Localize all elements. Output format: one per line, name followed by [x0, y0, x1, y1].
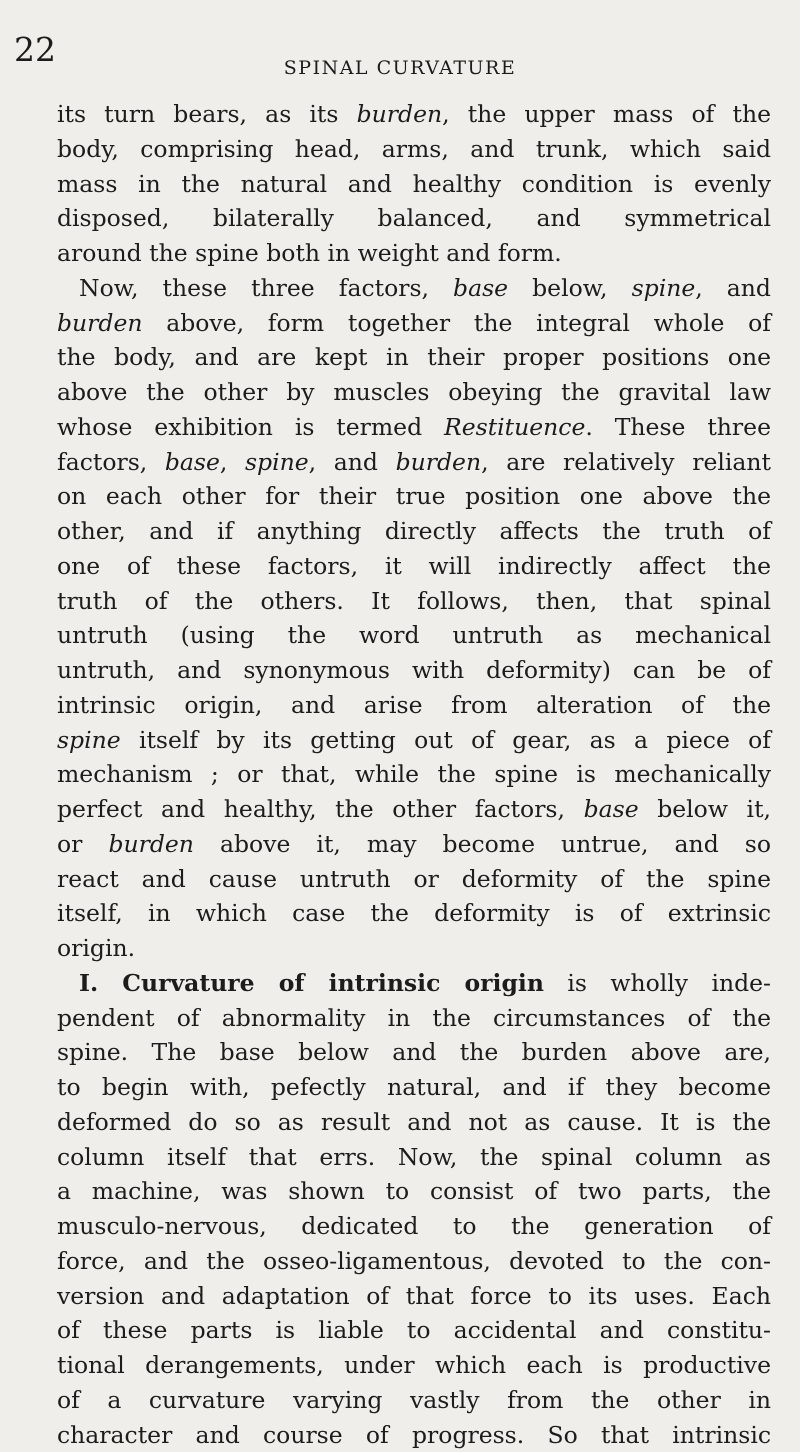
text-line [57, 827, 771, 862]
text-segment: character and course of progress. So that intrinsic [57, 1421, 771, 1449]
text-line [57, 201, 771, 236]
text-line [57, 167, 771, 202]
italic-term: burden [357, 100, 443, 128]
text-segment: disposed, bilaterally balanced, and symmetrical [57, 204, 771, 232]
text-line [57, 306, 771, 341]
text-line [57, 757, 771, 792]
text-segment: untruth (using the word untruth as mechanical [57, 621, 771, 649]
text-segment: intrinsic origin, and arise from alteration of the [57, 691, 771, 719]
text-segment: to begin with, pefectly natural, and if they become [57, 1073, 771, 1101]
text-line [57, 723, 771, 758]
italic-term: Restituence [444, 413, 585, 441]
text-line [57, 410, 771, 445]
text-segment: above the other by muscles obeying the gravital law [57, 378, 771, 406]
italic-term: spine [245, 448, 309, 476]
text-segment: , the upper mass of the [442, 100, 771, 128]
italic-term: burden [396, 448, 482, 476]
text-segment: other, and if anything directly affects the truth of [57, 517, 771, 545]
text-line [57, 1383, 771, 1418]
text-line [57, 375, 771, 410]
text-segment: itself, in which case the deformity is of extrinsic [57, 899, 771, 927]
italic-term: burden [57, 309, 143, 337]
text-line [57, 618, 771, 653]
text-segment: below it, [639, 795, 771, 823]
text-segment: or [57, 830, 108, 858]
text-line [57, 862, 771, 897]
text-line [57, 271, 771, 306]
text-segment: , [220, 448, 245, 476]
text-segment: above it, may become untrue, and so [194, 830, 771, 858]
text-segment: of a curvature varying vastly from the other in [57, 1386, 771, 1414]
text-line [57, 1418, 771, 1452]
text-segment: its turn bears, as its [57, 100, 357, 128]
text-segment: version and adaptation of that force to its uses. Each [57, 1282, 771, 1310]
text-line [57, 1001, 771, 1036]
text-line [57, 1174, 771, 1209]
text-line [57, 966, 771, 1001]
text-line [57, 340, 771, 375]
text-segment: above, form together the integral whole of [143, 309, 772, 337]
body-text [57, 97, 771, 1452]
text-segment: origin. [57, 934, 135, 962]
text-segment: the body, and are kept in their proper positions one [57, 343, 771, 371]
text-line [57, 584, 771, 619]
text-line [57, 1209, 771, 1244]
text-line [57, 1244, 771, 1279]
text-segment: mechanism ; or that, while the spine is mechanically [57, 760, 771, 788]
text-segment: Now, these three factors, [79, 274, 453, 302]
text-line [57, 1348, 771, 1383]
text-line [57, 132, 771, 167]
text-segment: , and [309, 448, 396, 476]
text-segment: deformed do so as result and not as cause. It is the [57, 1108, 771, 1136]
italic-term: base [584, 795, 639, 823]
text-segment: of these parts is liable to accidental and constitu- [57, 1316, 771, 1344]
text-segment: perfect and healthy, the other factors, [57, 795, 584, 823]
text-segment: factors, [57, 448, 165, 476]
text-segment: untruth, and synonymous with deformity) can be of [57, 656, 771, 684]
text-line [57, 1105, 771, 1140]
text-segment: tional derangements, under which each is productive [57, 1351, 771, 1379]
text-segment: one of these factors, it will indirectly affect the [57, 552, 771, 580]
italic-term: base [453, 274, 508, 302]
text-line [57, 549, 771, 584]
text-segment: truth of the others. It follows, then, that spinal [57, 587, 771, 615]
text-line [57, 479, 771, 514]
text-segment: below, [508, 274, 632, 302]
text-line [57, 1313, 771, 1348]
text-line [57, 1070, 771, 1105]
text-segment: react and cause untruth or deformity of the spine [57, 865, 771, 893]
text-line [57, 445, 771, 480]
text-line [57, 792, 771, 827]
text-line [57, 931, 771, 966]
text-segment: force, and the osseo-ligamentous, devoted to the con- [57, 1247, 771, 1275]
text-line [57, 1140, 771, 1175]
italic-term: burden [108, 830, 194, 858]
bold-heading: I. Curvature of intrinsic origin [79, 969, 544, 997]
text-segment: itself by its getting out of gear, as a piece of [121, 726, 771, 754]
text-segment: on each other for their true position one above the [57, 482, 771, 510]
text-line [57, 688, 771, 723]
text-line [57, 653, 771, 688]
text-segment: spine. The base below and the burden above are, [57, 1038, 771, 1066]
page-number: 22 [14, 30, 56, 70]
text-segment: , are relatively reliant [481, 448, 771, 476]
text-segment: musculo-nervous, dedicated to the generation of [57, 1212, 771, 1240]
text-segment: column itself that errs. Now, the spinal column as [57, 1143, 771, 1171]
text-line [57, 1035, 771, 1070]
text-segment: around the spine both in weight and form. [57, 239, 562, 267]
italic-term: base [165, 448, 220, 476]
text-line [57, 896, 771, 931]
text-line [57, 1279, 771, 1314]
running-head: SPINAL CURVATURE [0, 57, 800, 79]
text-segment: mass in the natural and healthy condition is evenly [57, 170, 771, 198]
text-line [57, 514, 771, 549]
text-segment: pendent of abnormality in the circumstances of the [57, 1004, 771, 1032]
text-segment: a machine, was shown to consist of two parts, the [57, 1177, 771, 1205]
text-segment: is wholly inde- [544, 969, 771, 997]
italic-term: spine [632, 274, 696, 302]
text-segment: . These three [585, 413, 771, 441]
text-line [57, 97, 771, 132]
text-segment: body, comprising head, arms, and trunk, which said [57, 135, 771, 163]
text-line [57, 236, 771, 271]
text-segment: whose exhibition is termed [57, 413, 444, 441]
text-segment: , and [695, 274, 771, 302]
italic-term: spine [57, 726, 121, 754]
